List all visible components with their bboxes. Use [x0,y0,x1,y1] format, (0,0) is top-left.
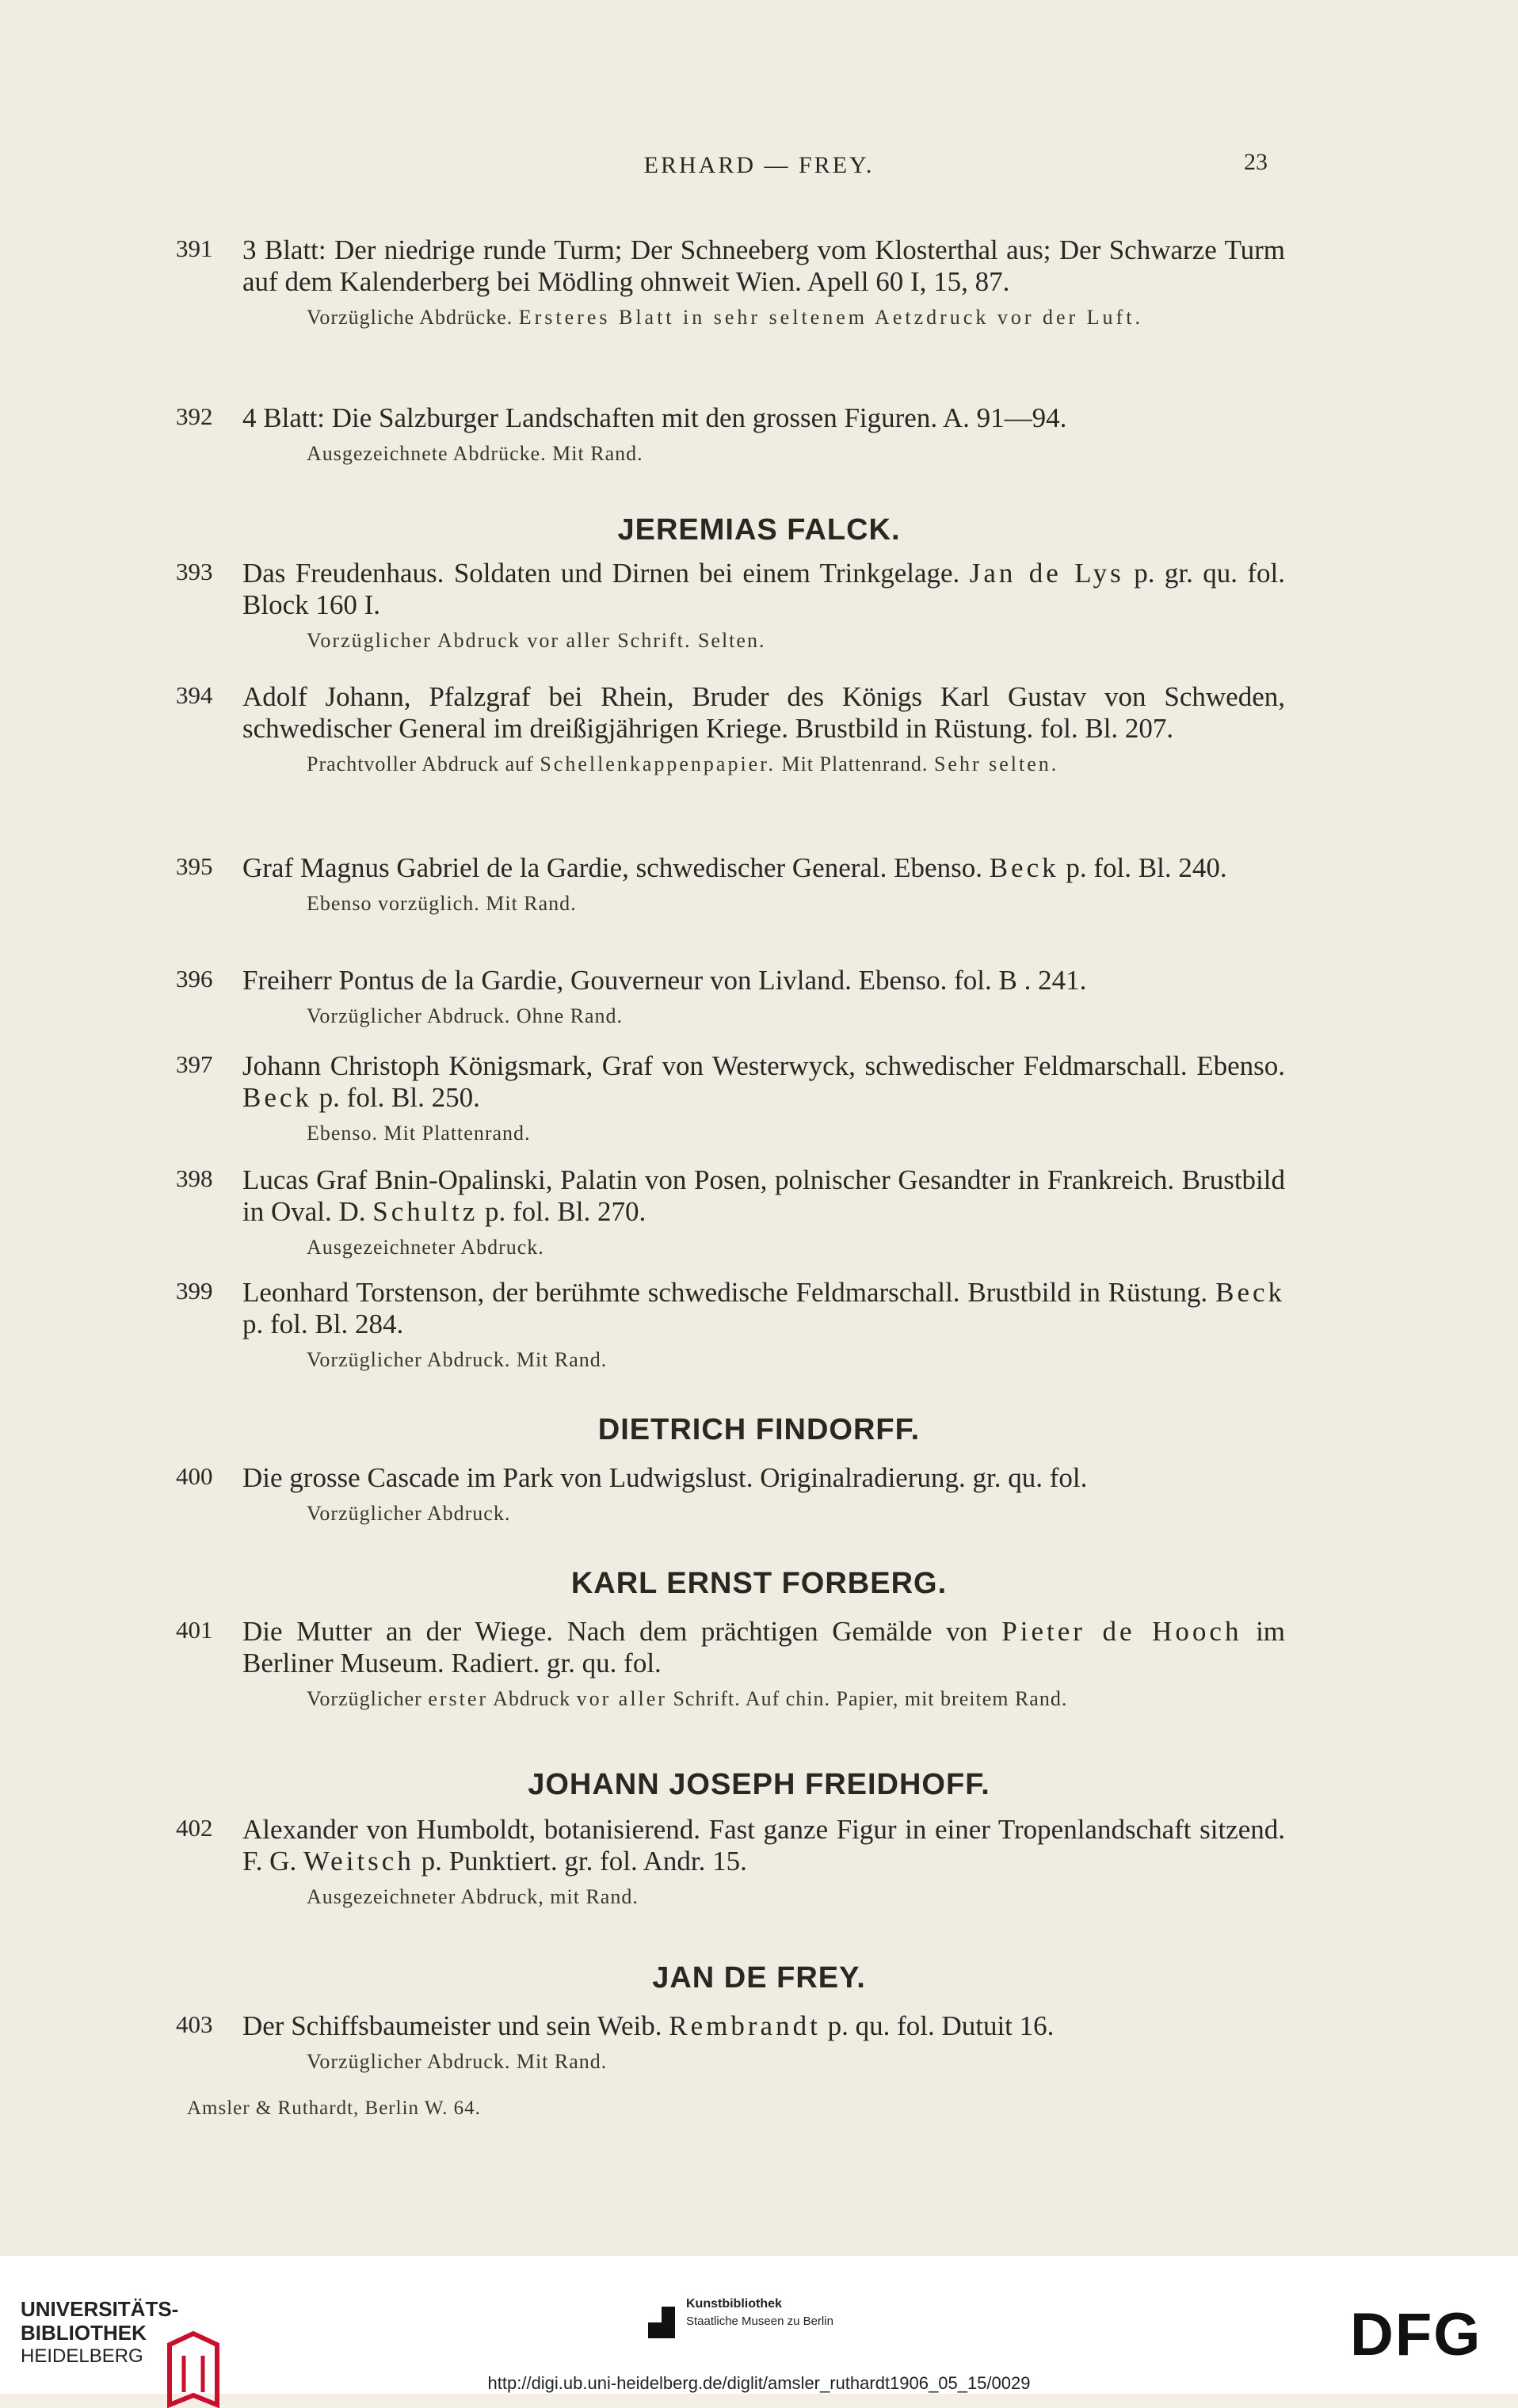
entry-note: Vorzüglicher erster Abdruck vor aller Schrift. Auf chin. Papier, mit breitem Rand. [307,1687,1068,1710]
artist-heading: DIETRICH FINDORFF. [597,1413,921,1446]
entry-number: 403 [176,2010,213,2038]
entry-number: 400 [176,1462,213,1490]
catalog-entry [176,1164,1285,1261]
entry-text: Leonhard Torstenson, der berühmte schwedische Feldmarschall. Brustbild in Rüstung. Beck p. fol. Bl. 284. [242,1277,1286,1339]
artist-heading: JAN DE FREY. [652,1961,866,1995]
entry-number: 392 [176,402,213,430]
ub-heidelberg-logo[interactable]: UNIVERSITÄTS- BIBLIOTHEK HEIDELBERG [21,2297,178,2368]
artist-heading: JEREMIAS FALCK. [617,513,901,547]
entry-text: Die grosse Cascade im Park von Ludwigslust. Originalradierung. gr. qu. fol. [242,1462,1088,1493]
entry-text: Johann Christoph Königsmark, Graf von Westerwyck, schwedischer Feldmarschall. Ebenso. Beck p. fol. Bl. 250. [242,1050,1285,1113]
entry-number: 393 [176,558,213,585]
entry-number: 391 [176,234,213,262]
entry-note: Vorzüglicher Abdruck. Ohne Rand. [307,1004,624,1027]
catalog-entry [176,1050,1285,1147]
catalog-entry [176,1462,1285,1527]
entry-number: 398 [176,1164,213,1192]
entry-note: Ausgezeichnete Abdrücke. Mit Rand. [307,442,643,465]
digitization-footer [0,2256,1518,2394]
permalink-url[interactable]: http://digi.ub.uni-heidelberg.de/diglit/amsler_ruthardt1906_05_15/0029 [487,2373,1031,2393]
ub-bookmark-icon [162,2329,225,2408]
entry-note: Ebenso vorzüglich. Mit Rand. [307,892,577,915]
entry-note: Ausgezeichneter Abdruck. [307,1236,544,1259]
catalog-entry [176,852,1285,917]
entry-number: 402 [176,1814,213,1842]
entry-note: Vorzüglicher Abdruck. Mit Rand. [307,1348,608,1371]
entry-text: 3 Blatt: Der niedrige runde Turm; Der Schneeberg vom Klosterthal aus; Der Schwarze Turm auf dem Kalenderberg bei Mödling ohnweit Wien. Apell 60 I, 15, 87. [242,234,1285,297]
catalog-entry [176,1277,1285,1374]
entry-number: 399 [176,1277,213,1305]
dfg-logo[interactable]: DFG [1350,2301,1482,2368]
entry-note: Vorzüglicher Abdruck vor aller Schrift. Selten. [307,629,766,652]
kunstbibliothek-mark-icon [648,2307,675,2338]
entry-note: Vorzügliche Abdrücke. Ersteres Blatt in sehr seltenem Aetzdruck vor der Luft. [307,306,1143,329]
artist-heading: KARL ERNST FORBERG. [570,1567,948,1600]
entry-text: Freiherr Pontus de la Gardie, Gouverneur von Livland. Ebenso. fol. B . 241. [242,965,1087,996]
entry-number: 395 [176,852,213,880]
catalog-entry [176,681,1285,778]
entry-text: Lucas Graf Bnin-Opalinski, Palatin von Posen, polnischer Gesandter in Frankreich. Brustbild in Oval. D. Schultz p. fol. Bl. 270. [242,1164,1285,1227]
entry-note: Prachtvoller Abdruck auf Schellenkappenpapier. Mit Plattenrand. Sehr selten. [307,752,1059,775]
catalog-entry [176,402,1285,467]
entry-text: Das Freudenhaus. Soldaten und Dirnen bei einem Trinkgelage. Jan de Lys p. gr. qu. fol. Block 160 I. [242,558,1286,620]
entry-note: Vorzüglicher Abdruck. Mit Rand. [307,2050,608,2073]
entry-number: 396 [176,965,213,993]
entry-text: Die Mutter an der Wiege. Nach dem prächtigen Gemälde von Pieter de Hooch im Berliner Museum. Radiert. gr. qu. fol. [242,1616,1286,1678]
entry-text: Adolf Johann, Pfalzgraf bei Rhein, Bruder des Königs Karl Gustav von Schweden, schwedischer General im dreißigjährigen Kriege. Brustbild in Rüstung. fol. Bl. 207. [242,681,1285,744]
catalog-entry [176,1814,1285,1911]
catalog-entry [176,2010,1285,2075]
kunstbibliothek-logo[interactable]: Kunstbibliothek Staatliche Museen zu Berlin [648,2297,833,2328]
entry-note: Ausgezeichneter Abdruck, mit Rand. [307,1885,639,1908]
page-number: 23 [1244,149,1268,175]
entry-note: Ebenso. Mit Plattenrand. [307,1122,531,1145]
catalog-entry [176,1616,1285,1713]
entry-text: Graf Magnus Gabriel de la Gardie, schwedischer General. Ebenso. Beck p. fol. Bl. 240. [242,852,1227,883]
printer-imprint: Amsler & Ruthardt, Berlin W. 64. [187,2097,481,2119]
catalog-entry [176,558,1285,654]
entry-text: Der Schiffsbaumeister und sein Weib. Rembrandt p. qu. fol. Dutuit 16. [242,2010,1055,2041]
running-header: ERHARD — FREY. [643,152,875,178]
entry-number: 397 [176,1050,213,1078]
entry-number: 401 [176,1616,213,1644]
catalog-entry [176,234,1285,331]
entry-text: 4 Blatt: Die Salzburger Landschaften mit den grossen Figuren. A. 91—94. [242,402,1067,433]
entry-text: Alexander von Humboldt, botanisierend. Fast ganze Figur in einer Tropenlandschaft sitzend. F. G. Weitsch p. Punktiert. gr. fol. Andr. 15. [242,1814,1285,1876]
entry-note: Vorzüglicher Abdruck. [307,1502,511,1525]
entry-number: 394 [176,681,213,709]
catalog-entry [176,965,1285,1030]
artist-heading: JOHANN JOSEPH FREIDHOFF. [528,1768,990,1801]
